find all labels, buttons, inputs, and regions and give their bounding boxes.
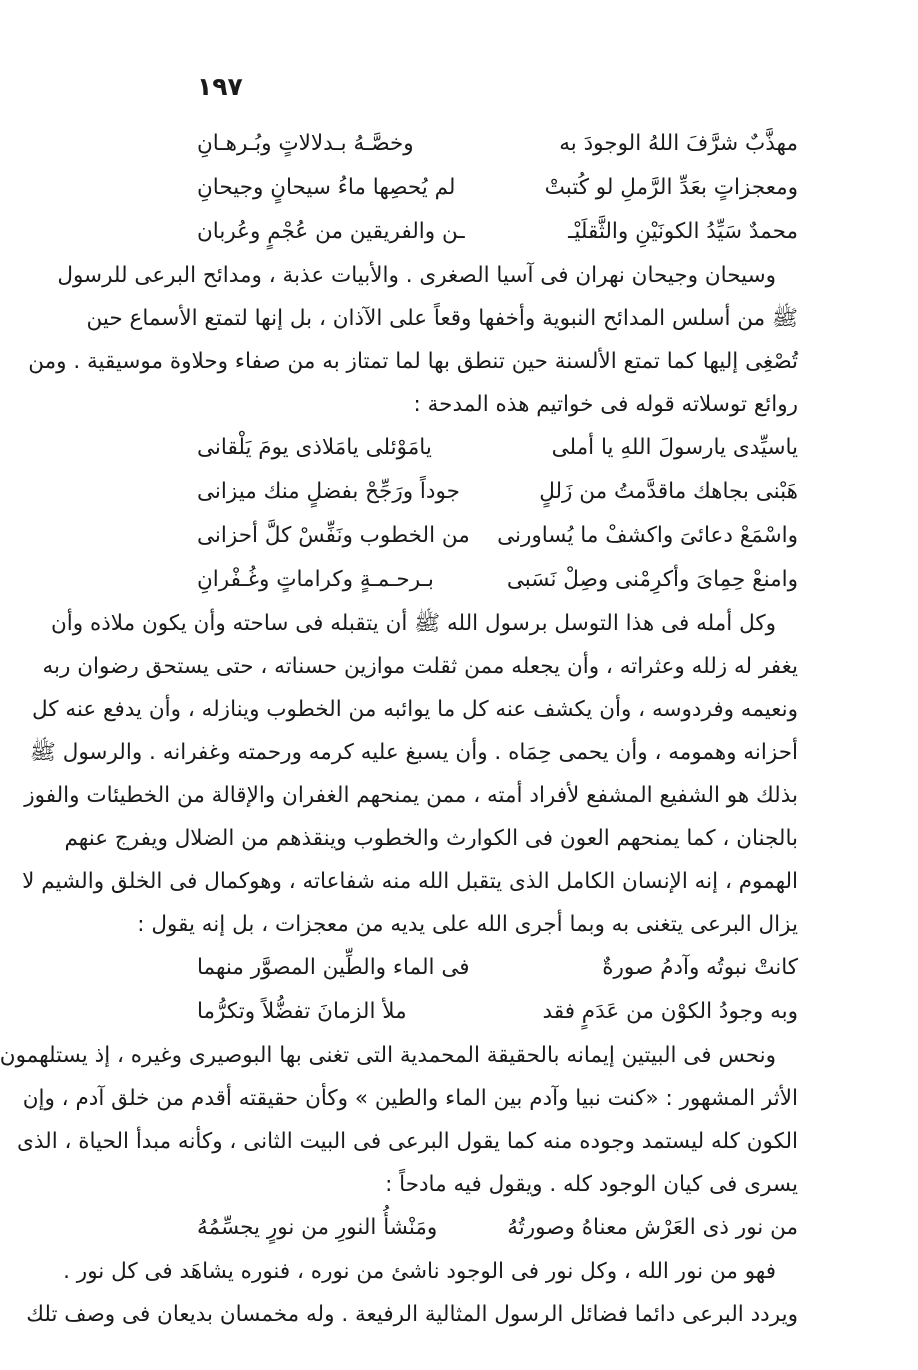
verse-first-hemistich: وبه وجودُ الكوْن من عَدَمٍ فقد	[542, 999, 798, 1024]
page-body	[0, 122, 798, 1336]
verse-first-hemistich: ياسيِّدى يارسولَ اللهِ يا أملى	[551, 435, 798, 460]
paragraph-4	[26, 1250, 798, 1336]
verse-second-hemistich: جوداً ورَجِّحْ بفضلٍ منك ميزانى	[197, 479, 460, 504]
verse-second-hemistich: يامَوْئلى يامَلاذى يومَ يَلْقانى	[197, 435, 432, 460]
text-line: ﷺ من أسلس المدائح النبوية وأخفها وقعاً على الآذان ، بل إنها لتمتع الأسماع حين	[86, 306, 798, 331]
text-line: بالجنان ، كما يمنحهم العون فى الكوارث والخطوب وينقذهم من الضلال ويفرج عنهم	[64, 826, 798, 851]
text-line: ونحس فى البيتين إيمانه بالحقيقة المحمدية التى تغنى بها البوصيرى وغيره ، إذ يستلهمون	[0, 1043, 776, 1068]
poem-block-4	[197, 1206, 798, 1250]
verse-line	[197, 470, 798, 514]
poem-block-3	[197, 946, 798, 1034]
verse-line	[197, 210, 798, 254]
verse-first-hemistich: ومعجزاتٍ بعَدِّ الرَّملِ لو كُتبتْ	[544, 175, 798, 200]
poem-block-1	[197, 122, 798, 254]
paragraph-2	[22, 602, 798, 946]
verse-line	[197, 558, 798, 602]
verse-line	[197, 990, 798, 1034]
paragraph-3	[0, 1034, 798, 1206]
verse-line	[197, 122, 798, 166]
verse-line	[197, 426, 798, 470]
verse-line	[197, 514, 798, 558]
verse-line	[197, 166, 798, 210]
text-line: يغفر له زلله وعثراته ، وأن يجعله ممن ثقلت موازين حسناته ، حتى يستحق رضوان ربه	[42, 654, 798, 679]
verse-first-hemistich: وامنعْ حِمِاىَ وأكرِمْنى وصِلْ نَسَبى	[506, 567, 798, 592]
text-line: ويردد البرعى دائما فضائل الرسول المثالية الرفيعة . وله مخمسان بديعان فى وصف تلك	[26, 1302, 798, 1327]
verse-second-hemistich: لم يُحصِها ماءُ سيحانٍ وجيحانِ	[197, 175, 456, 200]
verse-first-hemistich: محمدٌ سَيِّدُ الكونَيْنِ والثَّقلَيْـ	[568, 219, 798, 244]
poem-block-2	[197, 426, 798, 602]
text-line: وكل أمله فى هذا التوسل برسول الله ﷺ أن يتقبله فى ساحته وأن يكون ملاذه وأن	[50, 611, 776, 636]
page-number: ١٩٧	[197, 72, 243, 101]
text-line: فهو من نور الله ، وكل نور فى الوجود ناشئ من نوره ، فنوره يشاهَد فى كل نور .	[63, 1259, 776, 1284]
verse-line	[197, 1206, 798, 1250]
text-line: يسرى فى كيان الوجود كله . ويقول فيه مادحاً :	[385, 1172, 798, 1197]
text-line: ونعيمه وفردوسه ، وأن يكشف عنه كل ما يوائبه من الخطوب وينازله ، وأن يدفع عنه كل	[32, 697, 798, 722]
verse-first-hemistich: من نور ذى العَرْش معناهُ وصورتُهُ	[507, 1215, 798, 1240]
verse-first-hemistich: هَبْنى بجاهك ماقدَّمتُ من زَللٍ	[539, 479, 798, 504]
text-line: أحزانه وهمومه ، وأن يحمى حِمَاه . وأن يسبغ عليه كرمه ورحمته وغفرانه . والرسول ﷺ	[29, 740, 798, 765]
verse-second-hemistich: فى الماء والطِّين المصوَّر منهما	[197, 955, 470, 980]
verse-second-hemistich: ـن والفريقين من عُجْمٍ وعُربان	[197, 219, 465, 244]
text-line: الكون كله ليستمد وجوده منه كما يقول البرعى فى البيت الثانى ، وكأنه مبدأ الحياة ، الذى	[17, 1129, 798, 1154]
text-line: الأثر المشهور : «كنت نبيا وآدم بين الماء والطين » وكأن حقيقته أقدم من خلق آدم ، وإن	[22, 1086, 798, 1111]
verse-second-hemistich: ومَنْشأُ النورِ من نورٍ يجسِّمُهُ	[197, 1215, 438, 1240]
verse-first-hemistich: كانتْ نبوتُه وآدمُ صورةٌ	[602, 955, 798, 980]
text-line: وسيحان وجيحان نهران فى آسيا الصغرى . والأبيات عذبة ، ومدائح البرعى للرسول	[57, 263, 776, 288]
paragraph-1	[28, 254, 798, 426]
verse-second-hemistich: ملأ الزمانَ تفضُّلاً وتكرُّما	[197, 999, 407, 1024]
text-line: تُصْغِى إليها كما تمتع الألسنة حين تنطق بها لما تمتاز به من صفاء وحلاوة موسيقية . ومن	[28, 349, 798, 374]
verse-first-hemistich: واسْمَعْ دعائىَ واكشفْ ما يُساورنى	[497, 523, 798, 548]
verse-first-hemistich: مهذَّبٌ شرَّفَ اللهُ الوجودَ به	[559, 131, 798, 156]
verse-line	[197, 946, 798, 990]
verse-second-hemistich: بـرحـمـةٍ وكراماتٍ وغُـفْرانِ	[197, 567, 434, 592]
text-line: روائع توسلاته قوله فى خواتيم هذه المدحة :	[413, 392, 798, 417]
text-line: يزال البرعى يتغنى به وبما أجرى الله على يديه من معجزات ، بل إنه يقول :	[137, 912, 798, 937]
text-line: الهموم ، إنه الإنسان الكامل الذى يتقبل الله منه شفاعاته ، وهوكمال فى الخلق والشيم لا	[22, 869, 798, 894]
verse-second-hemistich: من الخطوب ونَفِّسْ كلَّ أحزانى	[197, 523, 470, 548]
verse-second-hemistich: وخصَّـهُ بـدلالاتٍ وبُـرهـانِ	[197, 131, 414, 156]
text-line: بذلك هو الشفيع المشفع لأفراد أمته ، ممن يمنحهم الغفران والإقالة من الخطيئات والفوز	[24, 783, 798, 808]
